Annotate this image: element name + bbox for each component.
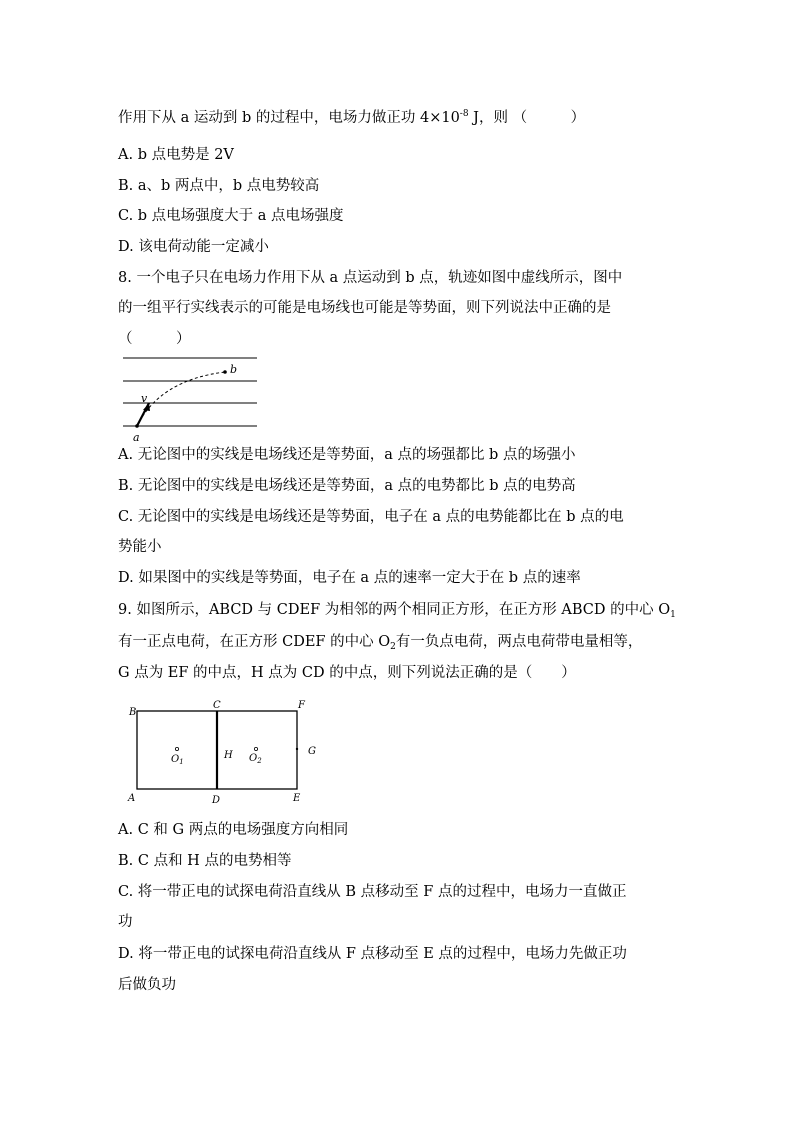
q9-option-a: A. C 和 G 两点的电场强度方向相同 <box>118 822 349 838</box>
q9-label-h: H <box>224 750 233 761</box>
q9-option-c-line2: 功 <box>118 914 133 930</box>
q9-point-g <box>296 748 298 750</box>
q7-stem-text: 作用下从 a 运动到 b 的过程中，电场力做正功 4×10 <box>118 110 460 126</box>
q9-option-b: B. C 点和 H 点的电势相等 <box>118 853 292 869</box>
q8-label-v: v <box>141 392 148 405</box>
q8-figure <box>115 350 265 445</box>
q9-option-d-line1: D. 将一带正电的试探电荷沿直线从 F 点移动至 E 点的过程中，电场力先做正功 <box>118 946 627 962</box>
q7-stem-text-end: J，则 （ ） <box>468 110 586 126</box>
q9-label-g: G <box>308 746 316 757</box>
q9-stem-line1 <box>118 600 676 620</box>
q8-label-b: b <box>230 363 238 376</box>
q9-label-o2: $O_2$ <box>249 753 262 765</box>
q8-option-b: B. 无论图中的实线是电场线还是等势面，a 点的电势都比 b 点的电势高 <box>118 478 576 494</box>
q7-option-a: A. b 点电势是 2V <box>118 147 234 163</box>
q9-charge-o1 <box>175 747 178 750</box>
q9-charge-o2 <box>254 747 257 750</box>
q7-stem <box>118 108 585 128</box>
q8-point-a <box>135 424 139 428</box>
q9-stem-line2-text: 有一正点电荷，在正方形 CDEF 的中心 O <box>118 634 391 650</box>
q7-option-c: C. b 点电场强度大于 a 点电场强度 <box>118 208 344 224</box>
q7-option-b: B. a、b 两点中，b 点电势较高 <box>118 178 320 194</box>
q8-trajectory <box>137 372 225 426</box>
q7-option-d: D. 该电荷动能一定减小 <box>118 239 269 255</box>
q9-label-a: A <box>128 793 136 804</box>
q8-option-d: D. 如果图中的实线是等势面，电子在 a 点的速率一定大于在 b 点的速率 <box>118 570 581 586</box>
q8-point-b <box>223 370 227 374</box>
q9-stem-line1-sub: 1 <box>670 610 676 620</box>
q8-stem-line3: （ ） <box>118 331 191 347</box>
q8-stem-line1: 8. 一个电子只在电场力作用下从 a 点运动到 b 点，轨迹如图中虚线所示，图中 <box>118 270 623 286</box>
q9-label-c: C <box>213 700 221 711</box>
q9-stem-line2-text-end: 有一负点电荷，两点电荷带电量相等， <box>395 634 643 650</box>
q9-label-d: D <box>212 795 221 806</box>
q9-stem-line2-sub: 2 <box>390 642 396 652</box>
q9-label-b: B <box>129 707 137 718</box>
q8-stem-line2: 的一组平行实线表示的可能是电场线也可能是等势面，则下列说法中正确的是 <box>118 300 611 316</box>
q9-figure <box>120 697 330 813</box>
q9-label-f: F <box>298 700 305 711</box>
q8-option-c-line2: 势能小 <box>118 539 162 555</box>
q9-stem-line3: G 点为 EF 的中点，H 点为 CD 的中点，则下列说法正确的是（ ） <box>118 665 576 681</box>
q9-stem-line2 <box>118 632 642 652</box>
q9-stem-line1-text: 9. 如图所示，ABCD 与 CDEF 为相邻的两个相同正方形，在正方形 ABCD 的中心 O <box>118 602 671 618</box>
q9-option-c-line1: C. 将一带正电的试探电荷沿直线从 B 点移动至 F 点的过程中，电场力一直做正 <box>118 884 627 900</box>
q7-exponent: -8 <box>459 109 469 119</box>
q8-label-a: a <box>133 431 140 444</box>
q8-option-c-line1: C. 无论图中的实线是电场线还是等势面，电子在 a 点的电势能都比在 b 点的电 <box>118 509 624 525</box>
q8-option-a: A. 无论图中的实线是电场线还是等势面，a 点的场强都比 b 点的场强小 <box>118 447 576 463</box>
q9-option-d-line2: 后做负功 <box>118 977 176 993</box>
q9-label-o1: $O_1$ <box>171 754 184 766</box>
q9-label-e: E <box>293 793 301 804</box>
